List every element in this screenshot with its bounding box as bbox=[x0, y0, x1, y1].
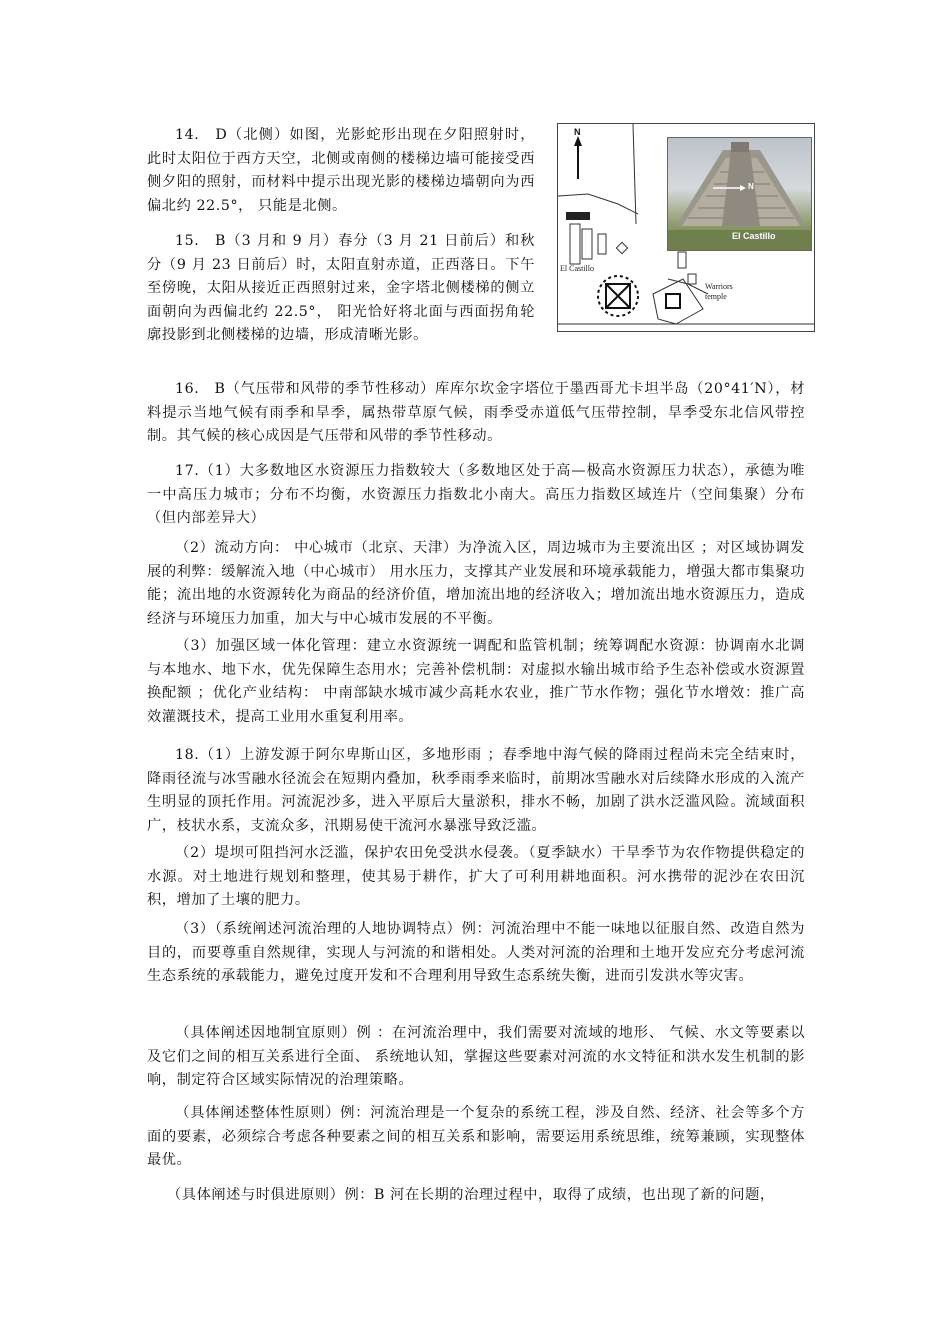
el-castillo-photo bbox=[667, 137, 812, 251]
answer-18-principle-holistic bbox=[147, 1102, 805, 1173]
answer-18-part3-text: （3）（系统阐述河流治理的人地协调特点）例：河流治理中不能一味地以征服自然、改造自然为目的，而要尊重自然规律，实现人与河流的和谐相处。人类对河流的治理和土地开发应充分考虑河流生态系统的承载能力，避免过度开发和不合理利用导致生态系统失衡，进而引发洪水等灾害。 bbox=[147, 921, 805, 984]
photo-north-label: N bbox=[748, 182, 754, 191]
answer-18-principle-times-text: （具体阐述与时俱进原则）例：B 河在长期的治理过程中，取得了成绩，也出现了新的问题， bbox=[167, 1187, 775, 1203]
answer-18-principle-holistic-text: （具体阐述整体性原则）例：河流治理是一个复杂的系统工程，涉及自然、经济、社会等多个方面的要素，必须综合考虑各种要素之间的相互关系和影响，需要运用系统思维，统筹兼顾，实现整体最优。 bbox=[147, 1105, 805, 1168]
answer-17-part1 bbox=[147, 460, 805, 531]
answer-18-part2-text: （2）堤坝可阻挡河水泛滥，保护农田免受洪水侵袭。（夏季缺水）干旱季节为农作物提供稳定的水源。对土地进行规划和整理，使其易于耕作，扩大了可利用耕地面积。河水携带的泥沙在农田沉积，增加了土壤的肥力。 bbox=[147, 845, 805, 908]
answer-17-part3 bbox=[147, 635, 805, 729]
answer-18-principle-local-text: （具体阐述因地制宜原则）例 ：在河流治理中，我们需要对流域的地形、 气候、水文等要素以及它们之间的相互关系进行全面、 系统地认知，掌握这些要素对河流的水文特征和洪水发生机制的影响，制定符合区域实际情况的治理策略。 bbox=[147, 1025, 805, 1088]
map-label-warriors: Warriors bbox=[705, 282, 733, 291]
answer-18-part1-text: 18.（1）上游发源于阿尔卑斯山区，多地形雨 ；春季地中海气候的降雨过程尚未完全结束时，降雨径流与冰雪融水径流会在短期内叠加，秋季雨季来临时，前期冰雪融水对后续降水形成的入流产生明显的顶托作用。河流泥沙多，进入平原后大量淤积，排水不畅，加剧了洪水泛滥风险。流域面积广，枝状水系，支流众多，汛期易使干流河水暴涨导致泛滥。 bbox=[147, 747, 805, 834]
answer-14 bbox=[147, 124, 535, 218]
answer-17-part3-text: （3）加强区域一体化管理：建立水资源统一调配和监管机制；统筹调配水资源：协调南水北调与本地水、地下水，优先保障生态用水；完善补偿机制：对虚拟水输出城市给予生态补偿或水资源置换配额 ；优化产业结构： 中南部缺水城市减少高耗水农业，推广节水作物；强化节水增效：推广高效灌溉技术，提高工业用水重复利用率。 bbox=[147, 638, 805, 725]
answer-18-principle-times bbox=[147, 1184, 805, 1208]
answer-18-part3 bbox=[147, 918, 805, 989]
answer-15 bbox=[147, 230, 535, 348]
answer-17-part1-text: 17.（1）大多数地区水资源压力指数较大（多数地区处于高—极高水资源压力状态），承德为唯一中高压力城市；分布不均衡，水资源压力指数北小南大。高压力指数区域连片（空间集聚）分布（但内部差异大） bbox=[147, 463, 805, 526]
answer-18-part1 bbox=[147, 744, 805, 838]
answer-18-principle-local bbox=[147, 1022, 805, 1093]
photo-caption: El Castillo bbox=[732, 231, 776, 241]
answer-16 bbox=[147, 378, 805, 449]
answer-16-text: 16. B（气压带和风带的季节性移动）库库尔坎金字塔位于墨西哥尤卡坦半岛（20°41′N），材料提示当地气候有雨季和旱季，属热带草原气候，雨季受赤道低气压带控制，旱季受东北信风带控制。其气候的核心成因是气压带和风带的季节性移动。 bbox=[147, 381, 805, 444]
answer-15-text: 15. B（3 月和 9 月）春分（3 月 21 日前后）和秋分（9 月 23 日前后）时，太阳直射赤道，正西落日。下午至傍晚，太阳从接近正西照射过来，金字塔北侧楼梯的侧立面朝向为西偏北约 22.5°， 阳光恰好将北面与西面拐角轮廓投影到北侧楼梯的边墙，形成清晰光影。 bbox=[147, 233, 535, 343]
map-label-castillo: El Castillo bbox=[560, 264, 594, 273]
answer-14-text: 14. D（北侧）如图，光影蛇形出现在夕阳照射时，此时太阳位于西方天空，北侧或南侧的楼梯边墙可能接受西侧夕阳的照射，而材料中提示出现光影的楼梯边墙朝向为西偏北约 22.5°， 只能是北侧。 bbox=[147, 127, 535, 214]
el-castillo-figure bbox=[557, 123, 815, 332]
answer-17-part2-text: （2）流动方向： 中心城市（北京、天津）为净流入区，周边城市为主要流出区 ；对区域协调发展的利弊：缓解流入地（中心城市） 用水压力，支撑其产业发展和环境承载能力，增强大都市集聚功能；流出地的水资源转化为商品的经济价值，增加流出地的经济收入；增加流出地水资源压力，造成经济与环境压力加重，加大与中心城市发展的不平衡。 bbox=[147, 540, 805, 627]
answer-17-part2 bbox=[147, 537, 805, 631]
map-label-temple: temple bbox=[705, 292, 727, 301]
answer-18-part2 bbox=[147, 842, 805, 913]
map-north-label: N bbox=[574, 127, 581, 137]
